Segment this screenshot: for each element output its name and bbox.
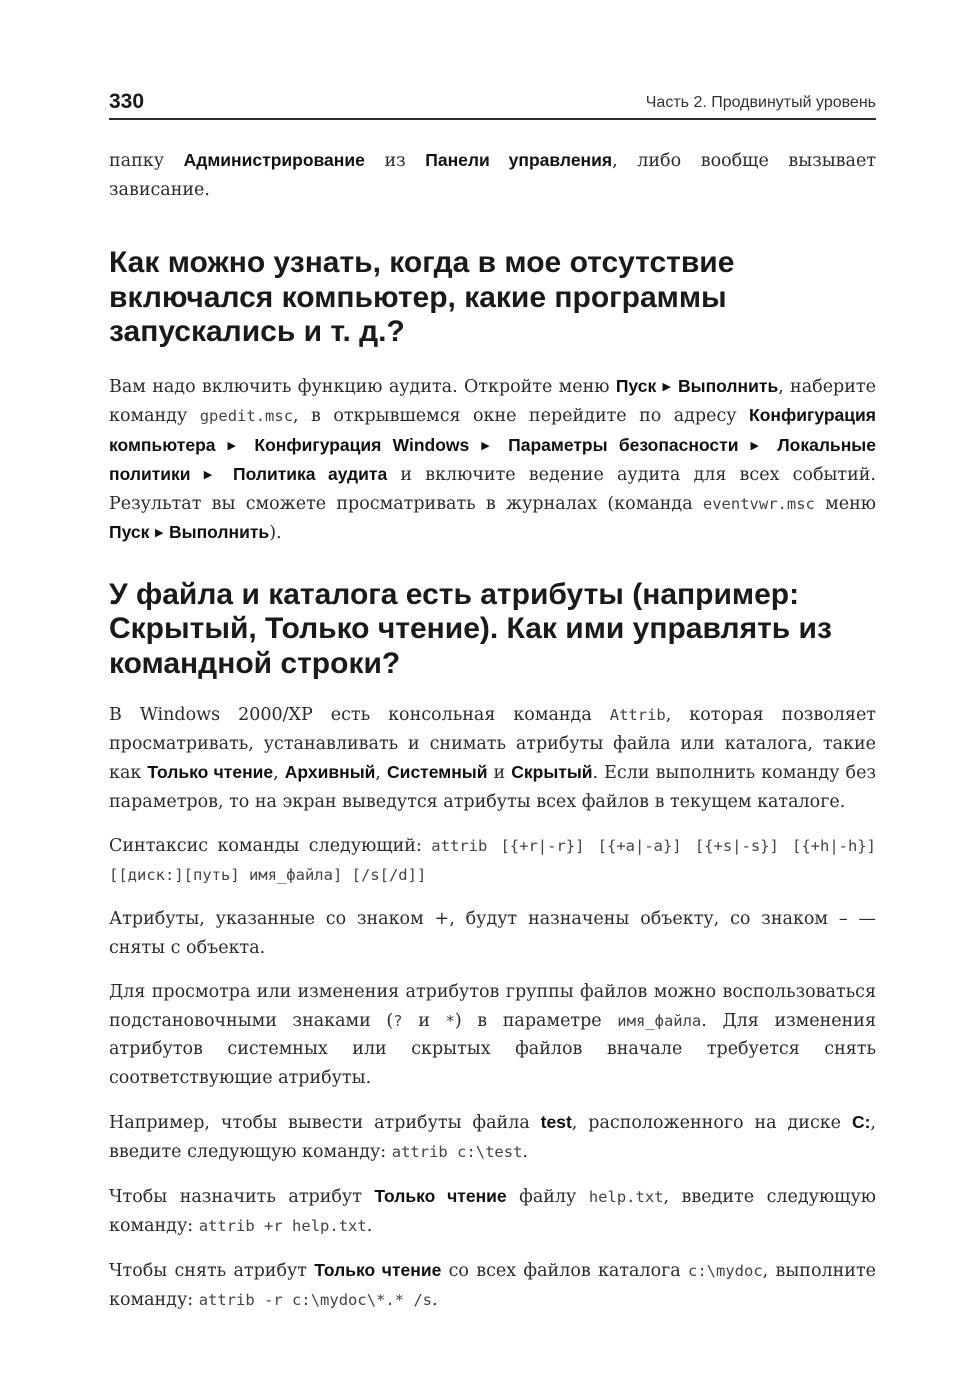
command: gpedit.msc [199, 407, 294, 425]
text: и [487, 763, 512, 783]
term: Только чтение [374, 1186, 507, 1206]
command-syntax: attrib [{+r|-r}] [{+a|-a}] [{+s|-s}] [{+h|-h}] [[диск:][путь] имя_файла] [/s[/d]] [109, 837, 876, 884]
command: Attrib [609, 706, 666, 724]
text: Для просмотра или изменения атрибутов группы файлов можно воспользоваться подстановочными знаками ( [109, 982, 876, 1031]
page-body [109, 146, 876, 1314]
text: и [402, 1010, 446, 1031]
syntax-paragraph [109, 832, 876, 889]
triangle-right-icon: ▶ [750, 438, 766, 452]
command: attrib -r c:\mydoc\*.* /s [198, 1290, 433, 1309]
menu-item: Пуск [109, 522, 150, 542]
text: , введите следующую команду: [109, 1187, 876, 1236]
text: , которая позволяет просматривать, устанавливать и снимать атрибуты файла или каталога, такие как [109, 705, 876, 783]
filename: help.txt [588, 1188, 664, 1206]
audit-paragraph [109, 372, 876, 548]
text: . Если выполнить команду без параметров, то на экран выведутся атрибуты всех файлов в текущем каталоге. [109, 763, 876, 812]
text: со всех файлов каталога [441, 1261, 689, 1281]
text: Чтобы снять атрибут [109, 1261, 315, 1281]
text: . [522, 1141, 528, 1162]
text: , выполните команду: [109, 1261, 876, 1310]
term: Только чтение [314, 1260, 442, 1280]
text: ). [269, 523, 282, 543]
text: Синтаксис команды следующий: [109, 836, 432, 856]
triangle-right-icon: ▶ [481, 438, 497, 452]
text: , расположенного на диске [571, 1113, 852, 1133]
menu-item: Параметры безопасности [508, 434, 739, 455]
code: ? [393, 1011, 403, 1030]
text: , наберите команду [109, 376, 876, 426]
menu-item: Пуск [615, 375, 657, 396]
running-title: Часть 2. Продвинутый уровень [645, 94, 876, 111]
text: Например, чтобы вывести атрибуты файла [109, 1113, 541, 1133]
term: Скрытый [511, 762, 593, 782]
menu-item: Выполнить [169, 522, 270, 542]
text: . Для изменения атрибутов системных или скрытых файлов вначале требуется снять соответствующие атрибуты. [109, 1010, 877, 1088]
text: из [364, 151, 426, 171]
menu-item: Локальные политики [109, 434, 876, 484]
example-test-paragraph [109, 1108, 876, 1166]
text: . [366, 1215, 373, 1236]
triangle-right-icon: ▶ [662, 379, 672, 393]
text: , либо вообще вызывает зависание. [109, 151, 876, 200]
command: attrib +r help.txt [198, 1216, 367, 1235]
example-readonly-paragraph [109, 1182, 876, 1240]
text: . [432, 1289, 438, 1310]
term: Панели управления [425, 150, 613, 170]
page-number: 330 [109, 90, 145, 113]
text: В Windows 2000/XP есть консольная команда [109, 705, 610, 725]
example-remove-paragraph [109, 1256, 876, 1314]
signs-paragraph [109, 905, 876, 962]
page-header [109, 88, 876, 120]
intro-paragraph [109, 146, 876, 204]
term: C: [851, 1112, 871, 1132]
text: ) в параметре [454, 1010, 618, 1031]
wildcards-paragraph [109, 978, 876, 1092]
text: и включите ведение аудита для всех событий. Результат вы сможете просматривать в журналах (команда [109, 465, 876, 514]
section-heading-audit: Как можно узнать, когда в мое отсутствие включался компьютер, какие программы запускались и т. д.? [109, 246, 735, 348]
command: attrib c:\test [391, 1142, 523, 1161]
triangle-right-icon: ▶ [203, 468, 220, 481]
term: Только чтение [147, 762, 274, 782]
command: eventvwr.msc [702, 494, 815, 513]
text: меню [814, 493, 876, 514]
menu-item: Конфигурация Windows [254, 434, 470, 455]
menu-item: Политика аудита [233, 464, 388, 484]
triangle-right-icon: ▶ [227, 438, 243, 452]
attrib-intro-paragraph [109, 701, 876, 816]
text: Чтобы назначить атрибут [109, 1187, 375, 1207]
code: имя_файла [617, 1011, 702, 1030]
text: , введите следующую команду: [109, 1113, 876, 1162]
menu-item: Выполнить [678, 375, 779, 396]
text: , в открывшемся окне перейдите по адресу [293, 406, 750, 426]
text: Атрибуты, указанные со знаком +, будут назначены объекту, со знаком – — сняты с объекта. [109, 909, 876, 958]
text: файлу [506, 1187, 589, 1207]
triangle-right-icon: ▶ [154, 526, 164, 539]
path: c:\mydoc [688, 1262, 763, 1280]
term: Системный [387, 762, 488, 782]
text: Вам надо включить функцию аудита. Откройте меню [109, 376, 616, 397]
term: Администрирование [183, 150, 365, 170]
code: * [445, 1011, 455, 1030]
text: папку [109, 151, 184, 171]
term: Архивный [284, 762, 376, 782]
term: test [540, 1112, 572, 1132]
menu-item: Конфигурация компьютера [109, 405, 876, 455]
text: , [273, 763, 285, 783]
section-heading-attributes: У файла и каталога есть атрибуты (например: Скрытый, Только чтение). Как ими управлять из командной строки? [109, 577, 832, 680]
text: , [375, 763, 388, 783]
